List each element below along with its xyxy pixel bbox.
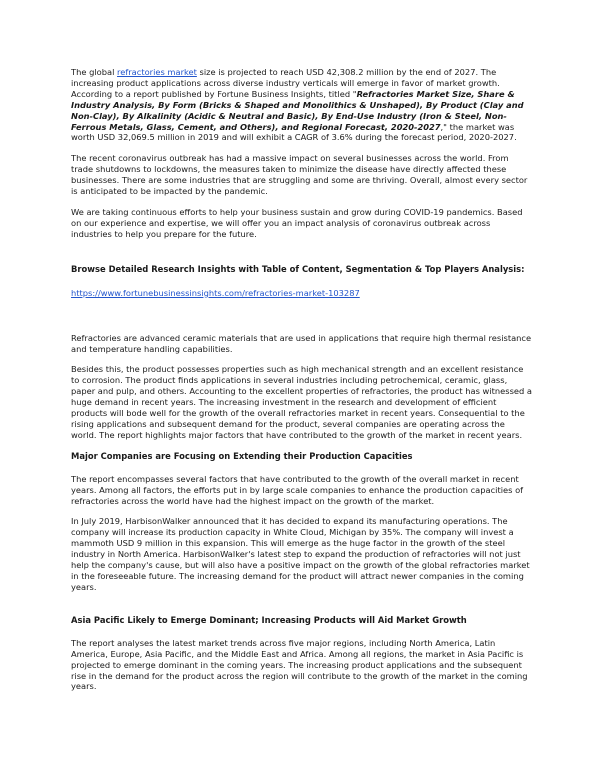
definition-paragraph: Refractories are advanced ceramic materials that are used in applications that require high thermal resistance and temperature handling capabilities. bbox=[71, 332, 532, 354]
intro-paragraph bbox=[71, 67, 532, 143]
report-url-paragraph bbox=[71, 288, 532, 299]
document-page bbox=[71, 67, 532, 702]
browse-heading: Browse Detailed Research Insights with Table of Content, Segmentation & Top Players Analysis: bbox=[71, 263, 525, 274]
efforts-paragraph: We are taking continuous efforts to help your business sustain and grow during COVID-19 pandemics. Based on our experience and expertise, we will offer you an impact analysis of coronavirus outbreak across industries to help you prepare for the future. bbox=[71, 206, 523, 239]
regions-paragraph: The report analyses the latest market trends across five major regions, including North America, Latin America, Europe, Asia Pacific, and the Middle East and Africa. Among all regions, the market in Asia Pacific is projected to emerge dominant in the coming years. The increasing product applications and the subsequent rise in the demand for the product across the region will contribute to the growth of the market in the coming years. bbox=[71, 637, 528, 692]
harbison-paragraph: In July 2019, HarbisonWalker announced that it has decided to expand its manufacturing operations. The company will increase its production capacity in White Cloud, Michigan by 35%. The company will invest a mammoth USD 9 million in this expansion. This will emerge as the huge factor in the growth of the steel industry in North America. HarbisonWalker's latest step to expand the production of refractories will not just help the company's cause, but will also have a positive impact on the growth of the global refractories market in the foreseeable future. The increasing demand for the product will attract newer companies in the coming years. bbox=[71, 516, 530, 592]
intro-text-2: size is projected to reach USD 42,308.2 million by the end of 2027. The increasing product applications across diverse industry verticals will emerge in favor of market growth. According to a report published by Fortune Business Insights, titled " bbox=[71, 67, 500, 99]
intro-text-3: ," the market was worth USD 32,069.5 million in 2019 and will exhibit a CAGR of 3.6% during the forecast period, 2020-2027. bbox=[71, 121, 517, 143]
refractories-market-link[interactable]: refractories market bbox=[117, 67, 197, 77]
covid-paragraph: The recent coronavirus outbreak has had a massive impact on several businesses across the world. From trade shutdowns to lockdowns, the measures taken to minimize the disease have directly affected these businesses. There are some industries that are struggling and some are thriving. Overall, almost every sector is anticipated to be impacted by the pandemic. bbox=[71, 153, 528, 197]
report-url-link[interactable]: https://www.fortunebusinessinsights.com/refractories-market-103287 bbox=[71, 287, 360, 298]
factors-paragraph: The report encompasses several factors that have contributed to the growth of the overall market in recent years. Among all factors, the efforts put in by large scale companies to enhance the production capacities of refractories across the world have had the highest impact on the growth of the market. bbox=[71, 473, 524, 506]
report-title: Refractories Market Size, Share & Industry Analysis, By Form (Bricks & Shaped and Monolithics & Unshaped), By Product (Clay and Non-Clay), By Alkalinity (Acidic & Neutral and Basic), By End-Use Industry (Iron & Steel, Non-Ferrous Metals, Glass, Cement, and Others), and Regional Forecast, 2020-2027 bbox=[71, 88, 524, 132]
asia-heading: Asia Pacific Likely to Emerge Dominant; Increasing Products will Aid Market Growth bbox=[71, 614, 467, 625]
companies-heading: Major Companies are Focusing on Extending their Production Capacities bbox=[71, 450, 413, 461]
properties-paragraph: Besides this, the product possesses properties such as high mechanical strength and an excellent resistance to corrosion. The product finds applications in several industries including petrochemical, ceramic, glass, paper and pulp, and others. Accounting to the excellent properties of refractories, the product has witnessed a huge demand in recent years. The increasing investment in the research and development of efficient products will bode well for the growth of the overall refractories market in recent years. Consequential to the rising applications and subsequent demand for the product, several companies are operating across the world. The report highlights major factors that have contributed to the growth of the market in recent years. bbox=[71, 364, 532, 440]
intro-text-1: The global bbox=[71, 67, 118, 77]
